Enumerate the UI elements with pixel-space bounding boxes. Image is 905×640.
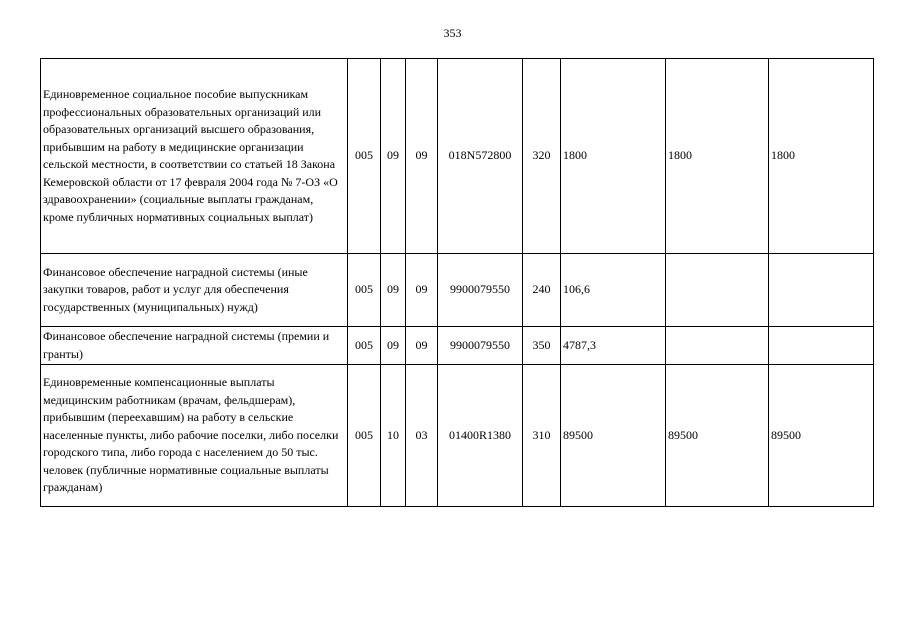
ministry-code: 005 (348, 365, 381, 507)
amount-year-3 (769, 327, 874, 365)
amount-year-2: 1800 (666, 59, 769, 254)
subsection-code: 03 (406, 365, 438, 507)
amount-year-2 (666, 254, 769, 327)
amount-year-1: 89500 (561, 365, 666, 507)
amount-year-1: 106,6 (561, 254, 666, 327)
target-article-code: 9900079550 (438, 327, 523, 365)
amount-year-1: 4787,3 (561, 327, 666, 365)
amount-year-2 (666, 327, 769, 365)
section-code: 09 (381, 59, 406, 254)
row-description: Финансовое обеспечение наградной системы (премии и гранты) (41, 327, 348, 365)
expense-type-code: 310 (523, 365, 561, 507)
subsection-code: 09 (406, 254, 438, 327)
section-code: 09 (381, 327, 406, 365)
amount-year-3: 89500 (769, 365, 874, 507)
row-description: Единовременные компенсационные выплаты медицинским работникам (врачам, фельдшерам), прибывшим (переехавшим) на работу в сельские населенные пункты, либо рабочие поселки, либо поселки городского типа, либо города с населением до 50 тыс. человек (публичные нормативные социальные выплаты гражданам) (41, 365, 348, 507)
section-code: 10 (381, 365, 406, 507)
section-code: 09 (381, 254, 406, 327)
expense-type-code: 240 (523, 254, 561, 327)
expense-type-code: 350 (523, 327, 561, 365)
amount-year-1: 1800 (561, 59, 666, 254)
row-description: Единовременное социальное пособие выпускникам профессиональных образовательных организаций или образовательных организаций высшего образования, прибывшим на работу в медицинские организации сельской местности, в соответствии со статьей 18 Закона Кемеровской области от 17 февраля 2004 года № 7-ОЗ «О здравоохранении» (социальные выплаты гражданам, кроме публичных нормативных социальных выплат) (41, 59, 348, 254)
table-row (41, 254, 874, 327)
subsection-code: 09 (406, 59, 438, 254)
budget-table (40, 58, 874, 507)
subsection-code: 09 (406, 327, 438, 365)
amount-year-3 (769, 254, 874, 327)
target-article-code: 018N572800 (438, 59, 523, 254)
ministry-code: 005 (348, 59, 381, 254)
row-description: Финансовое обеспечение наградной системы (иные закупки товаров, работ и услуг для обеспечения государственных (муниципальных) нужд) (41, 254, 348, 327)
table-row (41, 59, 874, 254)
target-article-code: 9900079550 (438, 254, 523, 327)
ministry-code: 005 (348, 254, 381, 327)
target-article-code: 01400R1380 (438, 365, 523, 507)
page-number: 353 (443, 26, 462, 40)
table-row (41, 327, 874, 365)
expense-type-code: 320 (523, 59, 561, 254)
amount-year-2: 89500 (666, 365, 769, 507)
amount-year-3: 1800 (769, 59, 874, 254)
table-row (41, 365, 874, 507)
ministry-code: 005 (348, 327, 381, 365)
